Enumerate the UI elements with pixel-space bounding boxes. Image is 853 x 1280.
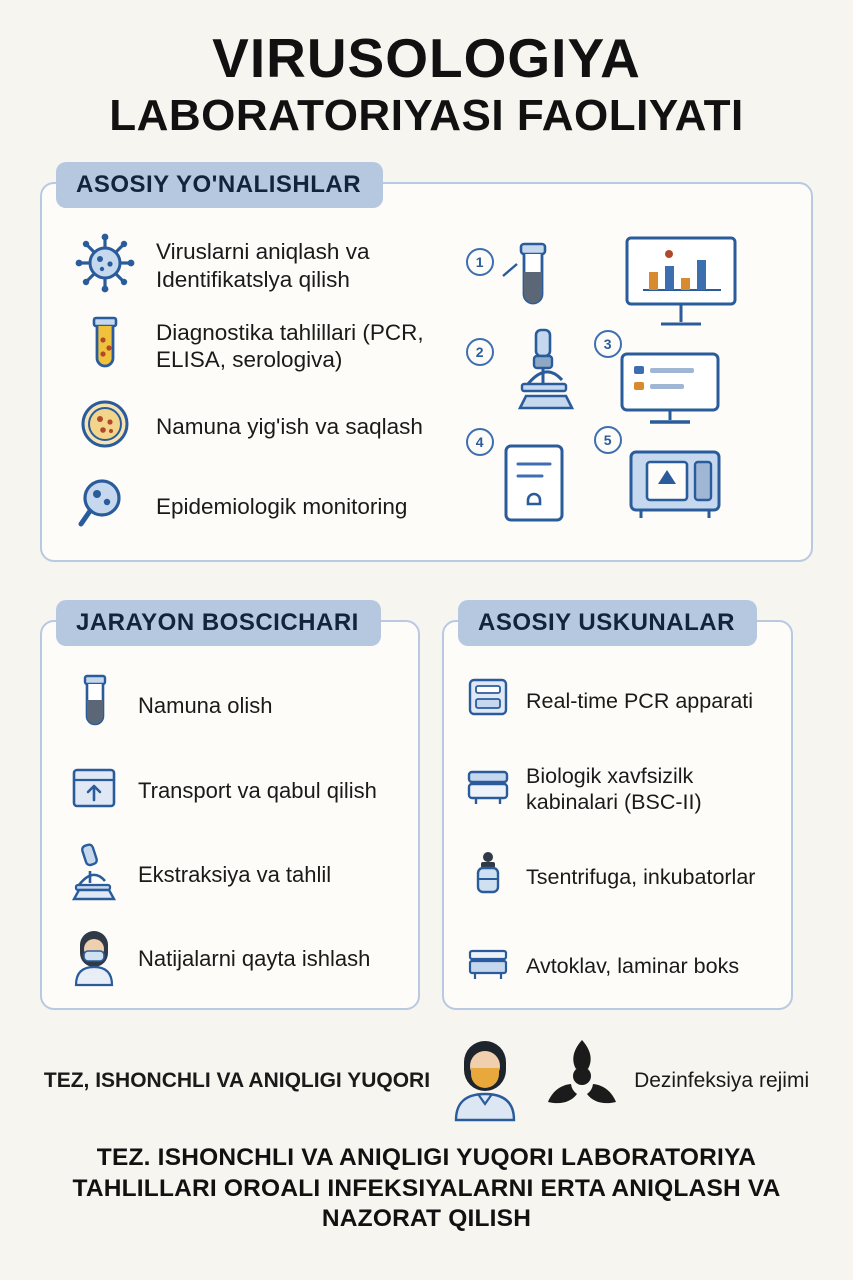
- autoclave-icon: [464, 937, 512, 994]
- document-icon: [498, 442, 570, 531]
- list-item-label: Biologik xavfsizilk kabinalari (BSC-II): [526, 763, 702, 814]
- badge-3: 3: [594, 330, 622, 358]
- list-item-label: Viruslarni aniqlash va Identifikatslya qilish: [156, 239, 370, 292]
- card-directions: [40, 171, 813, 562]
- list-item-label: Real-time PCR apparati: [526, 688, 754, 713]
- process-list: [58, 672, 402, 994]
- badge-1: 1: [466, 248, 494, 276]
- chart-board-icon: [621, 232, 741, 337]
- card-process: [40, 609, 420, 1010]
- badge-2: 2: [466, 338, 494, 366]
- list-item-label: Epidemiologik monitoring: [156, 493, 408, 519]
- list-item-label: Transport va qabul qilish: [138, 777, 377, 803]
- list-item: [458, 849, 777, 906]
- transport-box-icon: [66, 756, 122, 825]
- list-item: [58, 672, 402, 741]
- caption-lead: TEZ. ISHONCHLI VA ANIQLIGI YUQORI: [96, 1144, 554, 1172]
- lab-person-icon: [440, 1032, 530, 1129]
- bottom-caption: [40, 1143, 813, 1235]
- safety-cabinet-icon: [464, 760, 512, 817]
- list-item-label: Namuna yig'ish va saqlash: [156, 413, 423, 439]
- card-process-header: JARAYON BOSCICHARI: [56, 600, 381, 646]
- pcr-machine-icon: [464, 672, 512, 729]
- list-item: [72, 230, 456, 301]
- footer-strip: [40, 1032, 813, 1129]
- monitor-icon: [616, 350, 726, 435]
- footer-right-label: Dezinfeksiya rejimi: [634, 1068, 810, 1092]
- sample-tube-icon: [66, 672, 122, 741]
- list-item-label: Avtoklav, laminar boks: [526, 953, 740, 978]
- title-line-1: VIRUSOLOGIYA: [212, 27, 641, 89]
- analyzer-icon: [621, 442, 731, 527]
- test-tube-sample-icon: [72, 310, 138, 381]
- microscope-icon: [66, 841, 122, 910]
- list-item: [458, 760, 777, 817]
- directions-list: [62, 230, 456, 542]
- card-directions-header: ASOSIY YO'NALISHLAR: [56, 162, 383, 208]
- biohazard-icon: [540, 1036, 624, 1125]
- list-item-label: Natijalarni qayta ishlash: [138, 946, 371, 972]
- magnifier-icon: [72, 471, 138, 542]
- caption-rest: LABORATORIYA TAHLILLARI OROALI INFEKSIYALARNI ERTA ANIQLASH VA NAZORAT QILISH: [72, 1144, 781, 1233]
- list-item-label: Diagnostika tahlillari (PCR, ELISA, serologiva): [156, 319, 424, 372]
- list-item: [72, 471, 456, 542]
- centrifuge-icon: [464, 849, 512, 906]
- list-item: [58, 925, 402, 994]
- lab-worker-icon: [66, 925, 122, 994]
- list-item: [72, 391, 456, 462]
- card-equipment: [442, 609, 793, 1010]
- title-line-2: LABORATORIYASI FAOLIYATI: [109, 90, 744, 140]
- list-item-label: Namuna olish: [138, 693, 273, 719]
- page-title: [40, 0, 813, 140]
- card-equipment-header: ASOSIY USKUNALAR: [458, 600, 757, 646]
- list-item: [458, 672, 777, 729]
- list-item: [72, 310, 456, 381]
- blood-tube-icon: [501, 238, 559, 323]
- petri-dish-icon: [72, 391, 138, 462]
- footer-left-label: TEZ, ISHONCHLI VA ANIQLIGI YUQORI: [43, 1068, 431, 1092]
- list-item-label: Tsentrifuga, inkubatorlar: [526, 865, 756, 890]
- middle-cards: [40, 609, 813, 1010]
- virus-icon: [72, 230, 138, 301]
- badge-5: 5: [594, 426, 622, 454]
- badge-4: 4: [466, 428, 494, 456]
- microscope-icon: [506, 326, 586, 421]
- equipment-list: [458, 672, 777, 994]
- directions-equipment-diagram: [456, 230, 791, 542]
- list-item: [58, 841, 402, 910]
- list-item: [458, 937, 777, 994]
- list-item-label: Ekstraksiya va tahlil: [138, 861, 332, 887]
- list-item: [58, 756, 402, 825]
